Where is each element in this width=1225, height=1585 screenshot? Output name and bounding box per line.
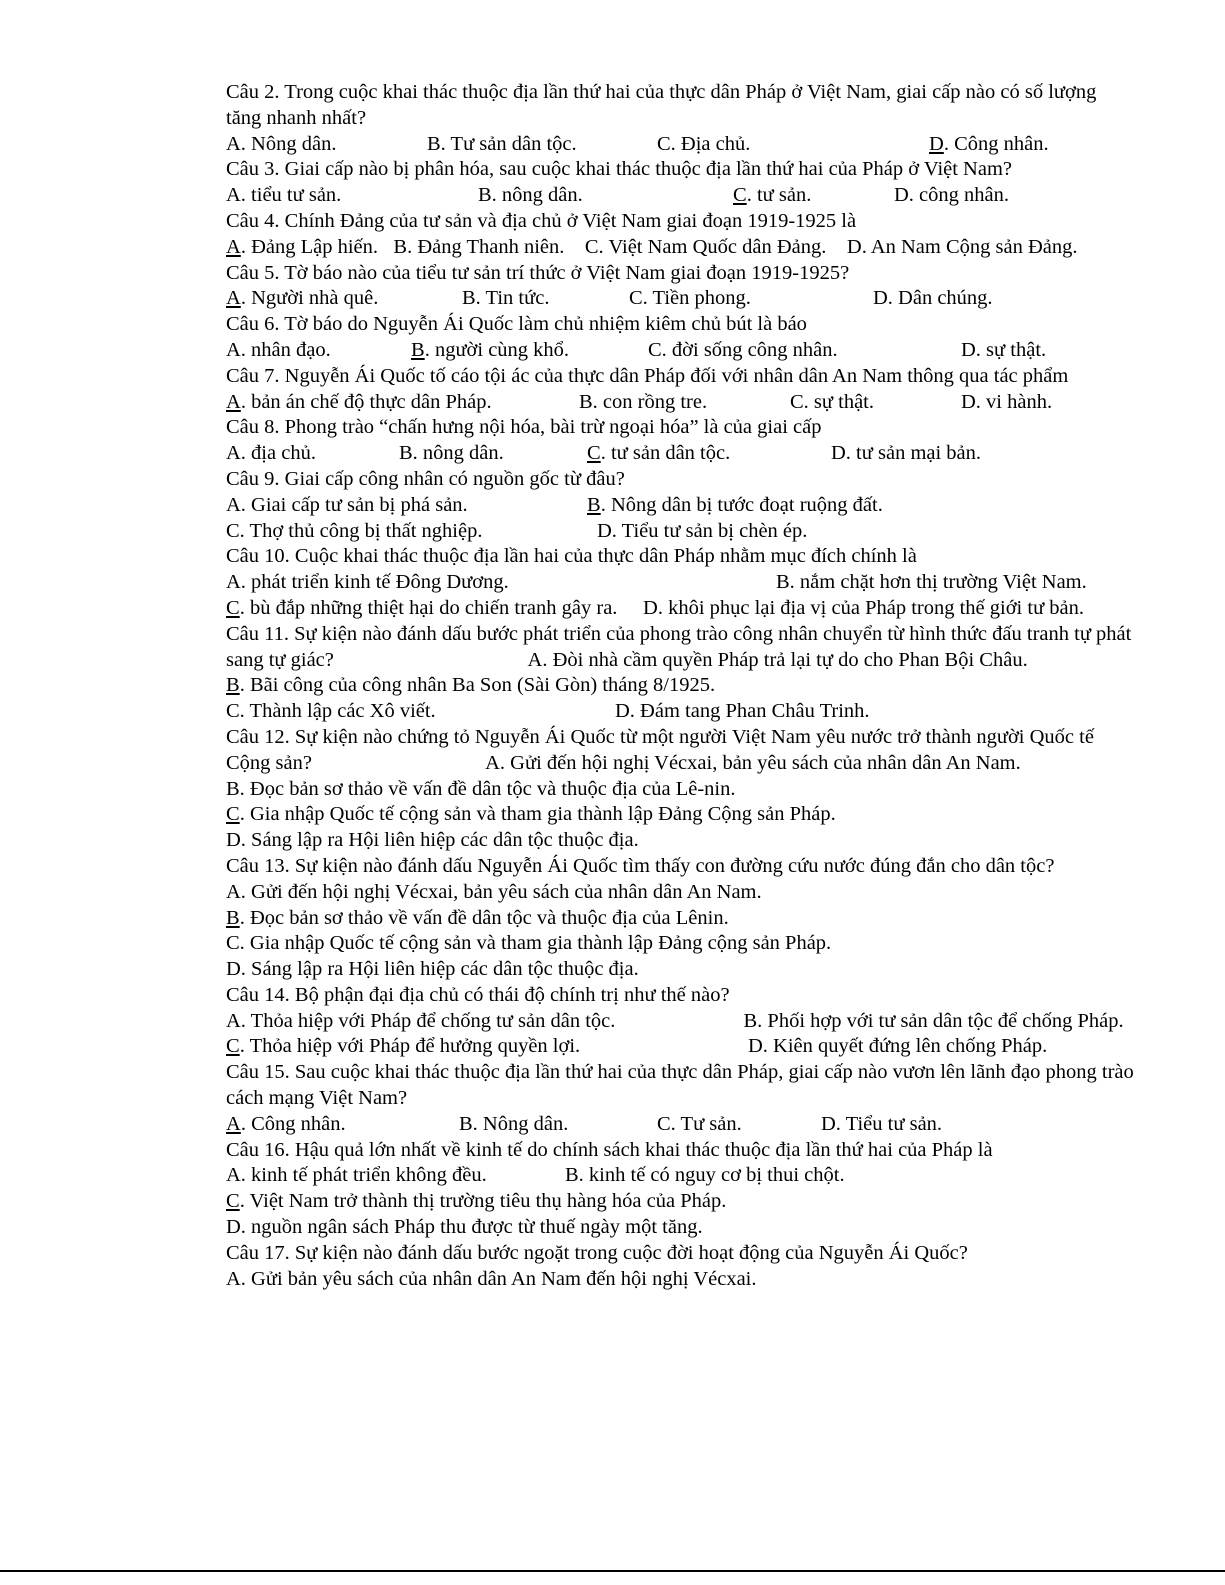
option-d: D. Sáng lập ra Hội liên hiệp các dân tộc thuộc địa. [226,958,639,981]
option-c-row [226,1189,1136,1215]
question-stem: Câu 12. Sự kiện nào chứng tỏ Nguyễn Ái Quốc từ một người Việt Nam yêu nước trở thành người Quốc tế Cộng sản? A. Gửi đến hội nghị Vécxai, bản yêu sách của nhân dân An Nam. [226,725,1094,774]
answer-key: A [226,1112,241,1135]
options-row [226,699,1136,725]
question-stem: Câu 8. Phong trào “chấn hưng nội hóa, bài trừ ngoại hóa” là của giai cấp [226,416,822,439]
question-stem: Câu 13. Sự kiện nào đánh dấu Nguyễn Ái Quốc tìm thấy con đường cứu nước đúng đắn cho dân tộc? [226,854,1055,877]
options-row [226,519,1136,545]
question-stem: Câu 16. Hậu quả lớn nhất về kinh tế do chính sách khai thác thuộc địa lần thứ hai của Pháp là [226,1138,993,1161]
option-a: A. kinh tế phát triển không đều. [226,1164,487,1187]
option-a: A. nhân đạo. [226,338,331,361]
option-c: C. Thợ thủ công bị thất nghiệp. [226,519,483,542]
option-d: D. Sáng lập ra Hội liên hiệp các dân tộc thuộc địa. [226,829,639,852]
option-d-row [226,828,1136,854]
options-row [226,570,1136,596]
option-a: A. Công nhân. [226,1112,346,1135]
option-d: D. Dân chúng. [873,287,993,310]
option-a: A. Gửi đến hội nghị Vécxai, bản yêu sách của nhân dân An Nam. [226,880,762,903]
options-row [226,441,1136,467]
option-b: B. Nông dân bị tước đoạt ruộng đất. [587,493,883,516]
option-a: A. địa chủ. [226,442,316,465]
options-row [226,183,1136,209]
document-body [226,80,1136,1292]
option-b-row [226,906,1136,932]
option-a: A. bản án chế độ thực dân Pháp. [226,390,492,413]
option-b: B. Phối hợp với tư sản dân tộc để chống Pháp. [743,1009,1124,1032]
option-c: C. sự thật. [790,390,875,413]
option-a: A. Đòi nhà cầm quyền Pháp trả lại tự do cho Phan Bội Châu. [527,648,1028,671]
option-c: C. tư sản. [733,184,812,207]
option-b: B. nông dân. [478,184,583,207]
option-d: D. khôi phục lại địa vị của Pháp trong thế giới tư bản. [643,596,1085,619]
option-b: B. Tin tức. [462,287,550,310]
option-a: A. tiểu tư sản. [226,184,342,207]
option-d: D. nguồn ngân sách Pháp thu được từ thuế ngày một tăng. [226,1216,703,1239]
option-d: D. vi hành. [961,390,1053,413]
question-stem: Câu 9. Giai cấp công nhân có nguồn gốc từ đâu? [226,467,625,490]
option-b: . Bãi công của công nhân Ba Son (Sài Gòn) tháng 8/1925. [239,674,716,697]
options-row [226,338,1136,364]
answer-key: A [226,235,241,258]
options-row [226,235,1136,261]
option-b: B. Tư sản dân tộc. [427,132,577,155]
option-d-row [226,1215,1136,1241]
answer-key: C [587,442,601,465]
option-b-row [226,777,1136,803]
option-b: B. Đọc bản sơ thảo về vấn đề dân tộc và thuộc địa của Lê-nin. [226,777,736,800]
options-row [226,390,1136,416]
option-c: C. Địa chủ. [657,132,751,155]
question-stem: Câu 14. Bộ phận đại địa chủ có thái độ chính trị như thế nào? [226,983,730,1006]
option-a-row [226,1267,1136,1293]
option-a: A. Gửi đến hội nghị Vécxai, bản yêu sách của nhân dân An Nam. [485,751,1021,774]
option-c: C. đời sống công nhân. [648,338,838,361]
answer-key: D [929,132,944,155]
question-stem: Câu 17. Sự kiện nào đánh dấu bước ngoặt trong cuộc đời hoạt động của Nguyễn Ái Quốc? [226,1241,968,1264]
answer-key: B [226,906,240,929]
question-stem: Câu 11. Sự kiện nào đánh dấu bước phát triển của phong trào công nhân chuyển từ hình thức đấu tranh tự phát sang tự giác? A. Đòi nhà cầm quyền Pháp trả lại tự do cho Phan Bội Châu. [226,622,1132,671]
option-a-row [226,880,1136,906]
option-a: A. Thỏa hiệp với Pháp để chống tư sản dân tộc. [226,1009,616,1032]
answer-key: C [226,596,240,619]
options-row [226,493,1136,519]
question-stem: Câu 10. Cuộc khai thác thuộc địa lần hai của thực dân Pháp nhằm mục đích chính là [226,545,917,568]
option-c: . bù đắp những thiệt hại do chiến tranh gây ra. [239,596,618,619]
option-a: A. Người nhà quê. [226,287,379,310]
options-row [226,286,1136,312]
answer-key: C [226,803,240,826]
option-d: D. Đám tang Phan Châu Trinh. [615,700,870,723]
option-c: C. Tư sản. [657,1112,742,1135]
answer-key: A [226,287,241,310]
question-stem: Câu 2. Trong cuộc khai thác thuộc địa lần thứ hai của thực dân Pháp ở Việt Nam, giai cấp nào có số lượng tăng nhanh nhất? [226,81,1097,129]
answer-key: C [733,184,747,207]
options-row [226,1009,1136,1035]
option-b: . Đọc bản sơ thảo về vấn đề dân tộc và thuộc địa của Lênin. [239,906,729,929]
option-d: D. công nhân. [894,184,1010,207]
option-d: D. Tiểu tư sản. [821,1112,943,1135]
option-d: D. Kiên quyết đứng lên chống Pháp. [748,1035,1048,1058]
question-stem: Câu 15. Sau cuộc khai thác thuộc địa lần thứ hai của thực dân Pháp, giai cấp nào vươn lên lãnh đạo phong trào cách mạng Việt Nam? [226,1061,1134,1110]
option-d: D. sự thật. [961,338,1047,361]
option-c: C. Gia nhập Quốc tế cộng sản và tham gia thành lập Đảng cộng sản Pháp. [226,932,832,955]
options-row [226,596,1136,622]
option-c-row [226,931,1136,957]
option-c: C. Thành lập các Xô viết. [226,700,436,723]
option-c: C. Thỏa hiệp với Pháp để hưởng quyền lợi. [226,1035,581,1058]
options-row [226,1163,1136,1189]
option-b: B. nắm chặt hơn thị trường Việt Nam. [776,571,1087,594]
options-row [226,1034,1136,1060]
question-stem: Câu 5. Tờ báo nào của tiểu tư sản trí thức ở Việt Nam giai đoạn 1919-1925? [226,261,850,284]
options-rest: B. Đảng Thanh niên. C. Việt Nam Quốc dân Đảng. D. An Nam Cộng sản Đảng. [393,235,1078,258]
answer-key: B [411,338,425,361]
page-bottom-rule [0,1570,1225,1572]
option-b-row [226,673,1136,699]
options-row [226,132,1136,158]
option-c-row [226,802,1136,828]
question-stem: Câu 3. Giai cấp nào bị phân hóa, sau cuộc khai thác thuộc địa lần thứ hai của Pháp ở Việt Nam? [226,158,1013,181]
question-stem: Câu 7. Nguyễn Ái Quốc tố cáo tội ác của thực dân Pháp đối với nhân dân An Nam thông qua tác phẩm [226,364,1069,387]
option-b: B. Nông dân. [459,1112,569,1135]
option-b: B. kinh tế có nguy cơ bị thui chột. [565,1164,845,1187]
option-c: . Gia nhập Quốc tế cộng sản và tham gia thành lập Đảng Cộng sản Pháp. [239,803,836,826]
answer-key: C [226,1035,240,1058]
option-d: D. Công nhân. [929,132,1049,155]
options-row [226,1112,1136,1138]
answer-key: C [226,1190,240,1213]
option-a: A. phát triển kinh tế Đông Dương. [226,571,509,594]
option-d-row [226,957,1136,983]
option-a: A. Nông dân. [226,132,337,155]
option-c: . Việt Nam trở thành thị trường tiêu thụ hàng hóa của Pháp. [239,1190,727,1213]
option-a: A. Giai cấp tư sản bị phá sản. [226,493,468,516]
answer-key: A [226,390,241,413]
option-b: B. con rồng tre. [579,390,708,413]
option-d: D. tư sản mại bản. [831,442,982,465]
question-stem: Câu 6. Tờ báo do Nguyễn Ái Quốc làm chủ nhiệm kiêm chủ bút là báo [226,313,807,336]
answer-key: B [587,493,601,516]
option-b: B. người cùng khổ. [411,338,570,361]
option-a: . Đảng Lập hiến. [240,235,394,258]
answer-key: B [226,674,240,697]
question-stem: Câu 4. Chính Đảng của tư sản và địa chủ ở Việt Nam giai đoạn 1919-1925 là [226,209,857,232]
option-d: D. Tiểu tư sản bị chèn ép. [597,519,808,542]
option-c: C. Tiền phong. [629,287,751,310]
option-b: B. nông dân. [399,442,504,465]
option-c: C. tư sản dân tộc. [587,442,731,465]
option-a: A. Gửi bản yêu sách của nhân dân An Nam đến hội nghị Vécxai. [226,1267,757,1290]
